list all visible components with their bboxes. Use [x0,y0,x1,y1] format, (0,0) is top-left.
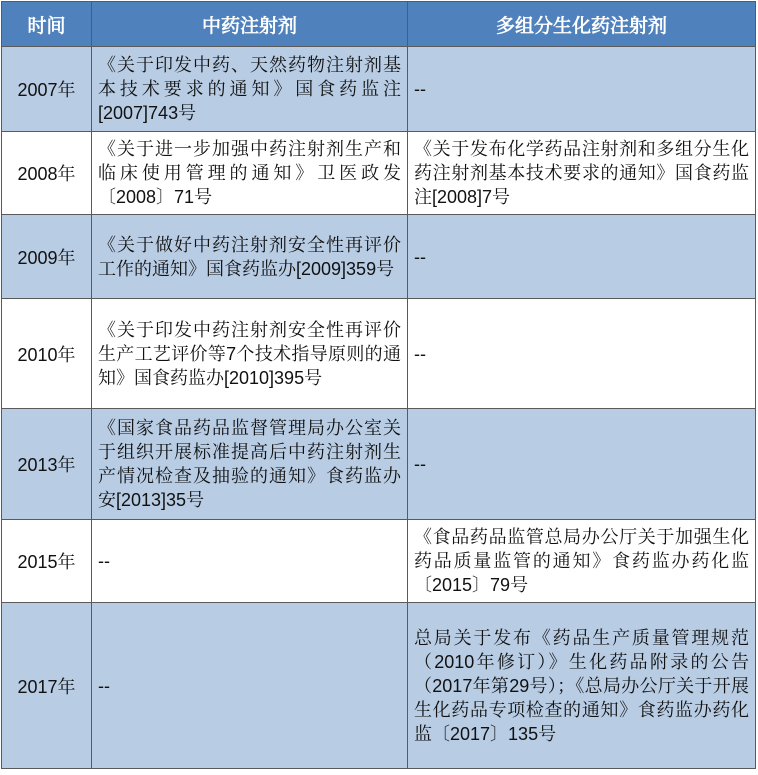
year-cell: 2009年 [2,215,92,299]
multi-doc-cell: 总局关于发布《药品生产质量管理规范（2010年修订）》生化药品附录的公告（2017年第29号）；《总局办公厅关于开展生化药品专项检查的通知》食药监办药化监〔2017〕135号 [408,603,756,769]
table-row [2,409,756,520]
year-cell: 2010年 [2,299,92,409]
table-row [2,299,756,409]
tcm-doc-cell: 《关于印发中药注射剂安全性再评价生产工艺评价等7个技术指导原则的通知》国食药监办[2010]395号 [92,299,408,409]
multi-doc-cell: 《食品药品监管总局办公厅关于加强生化药品质量监管的通知》食药监办药化监〔2015〕79号 [408,520,756,603]
year-cell: 2017年 [2,603,92,769]
table-row [2,47,756,132]
tcm-doc-cell: 《关于做好中药注射剂安全性再评价工作的通知》国食药监办[2009]359号 [92,215,408,299]
regulation-table [1,1,756,769]
table-row [2,215,756,299]
header-multi-component-injection: 多组分生化药注射剂 [408,2,756,47]
table-row [2,520,756,603]
multi-doc-cell: -- [408,47,756,132]
tcm-doc-cell: 《关于进一步加强中药注射剂生产和临床使用管理的通知》卫医政发〔2008〕71号 [92,132,408,215]
multi-doc-cell: -- [408,409,756,520]
multi-doc-cell: -- [408,299,756,409]
table-header-row [2,2,756,47]
table-row [2,132,756,215]
multi-doc-cell: 《关于发布化学药品注射剂和多组分生化药注射剂基本技术要求的通知》国食药监注[2008]7号 [408,132,756,215]
header-time: 时间 [2,2,92,47]
year-cell: 2013年 [2,409,92,520]
year-cell: 2007年 [2,47,92,132]
year-cell: 2008年 [2,132,92,215]
tcm-doc-cell: 《国家食品药品监督管理局办公室关于组织开展标准提高后中药注射剂生产情况检查及抽验的通知》食药监办安[2013]35号 [92,409,408,520]
tcm-doc-cell: 《关于印发中药、天然药物注射剂基本技术要求的通知》国食药监注[2007]743号 [92,47,408,132]
multi-doc-cell: -- [408,215,756,299]
table-row [2,603,756,769]
tcm-doc-cell: -- [92,520,408,603]
tcm-doc-cell: -- [92,603,408,769]
year-cell: 2015年 [2,520,92,603]
header-tcm-injection: 中药注射剂 [92,2,408,47]
